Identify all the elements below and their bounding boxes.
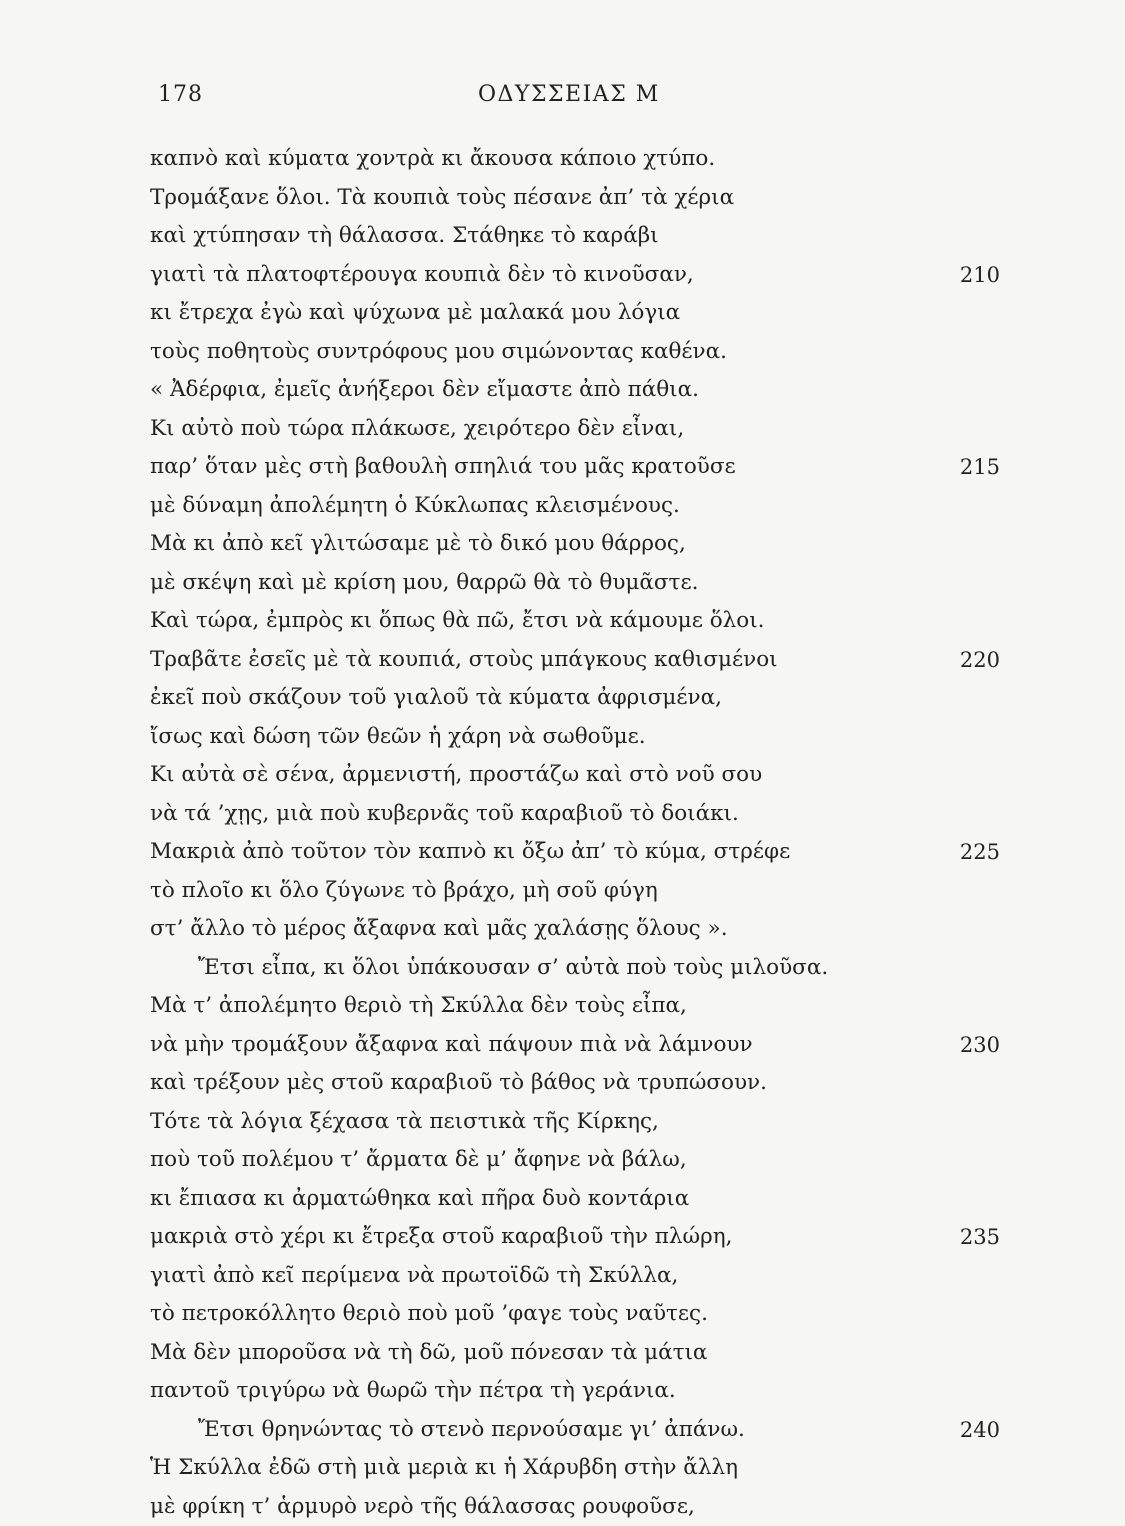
verse-line xyxy=(150,987,1000,1026)
verse-text: ποὺ τοῦ πολέμου τ’ ἄρματα δὲ μ’ ἄφηνε νὰ βάλω, xyxy=(150,1141,687,1180)
verse-line xyxy=(150,525,1000,564)
verse-line xyxy=(150,679,1000,718)
verse-line xyxy=(150,1334,1000,1373)
verse-text: ἐκεῖ ποὺ σκάζουν τοῦ γιαλοῦ τὰ κύματα ἀφρισμένα, xyxy=(150,679,722,718)
verse-line xyxy=(150,1411,1000,1450)
verse-line xyxy=(150,1218,1000,1257)
verse-line xyxy=(150,179,1000,218)
verse-text: μὲ σκέψη καὶ μὲ κρίση μου, θαρρῶ θὰ τὸ θυμᾶστε. xyxy=(150,564,698,603)
verse-text: τὸ πετροκόλλητο θεριὸ ποὺ μοῦ ’φαγε τοὺς ναῦτες. xyxy=(150,1295,708,1334)
verse-text: καὶ χτύπησαν τὴ θάλασσα. Στάθηκε τὸ καράβι xyxy=(150,217,659,256)
verse-line xyxy=(150,1372,1000,1411)
verse-text: τὸ πλοῖο κι ὅλο ζύγωνε τὸ βράχο, μὴ σοῦ φύγη xyxy=(150,872,658,911)
verse-text: Τραβᾶτε ἐσεῖς μὲ τὰ κουπιά, στοὺς μπάγκους καθισμένοι xyxy=(150,641,778,680)
verse-line xyxy=(150,718,1000,757)
verse-text: Κι αὐτὰ σὲ σένα, ἀρμενιστή, προστάζω καὶ στὸ νοῦ σου xyxy=(150,756,762,795)
line-number: 225 xyxy=(930,833,1000,872)
verse-line xyxy=(150,294,1000,333)
verse-text: Μὰ κι ἀπὸ κεῖ γλιτώσαμε μὲ τὸ δικό μου θάρρος, xyxy=(150,525,686,564)
verse-line xyxy=(150,410,1000,449)
verse-text: « Ἀδέρφια, ἐμεῖς ἀνήξεροι δὲν εἴμαστε ἀπὸ πάθια. xyxy=(150,371,699,410)
poem-body xyxy=(150,140,1000,1526)
verse-line xyxy=(150,1026,1000,1065)
verse-text: μακριὰ στὸ χέρι κι ἔτρεξα στοῦ καραβιοῦ τὴν πλώρη, xyxy=(150,1218,732,1257)
verse-text: Ἔτσι εἶπα, κι ὅλοι ὑπάκουσαν σ’ αὐτὰ ποὺ τοὺς μιλοῦσα. xyxy=(198,949,828,988)
verse-line xyxy=(150,371,1000,410)
verse-line xyxy=(150,448,1000,487)
verse-line xyxy=(150,1064,1000,1103)
verse-line xyxy=(150,602,1000,641)
line-number: 210 xyxy=(930,256,1000,295)
verse-text: Καὶ τώρα, ἐμπρὸς κι ὅπως θὰ πῶ, ἔτσι νὰ κάμουμε ὅλοι. xyxy=(150,602,764,641)
verse-text: κι ἔπιασα κι ἀρματώθηκα καὶ πῆρα δυὸ κοντάρια xyxy=(150,1180,689,1219)
verse-text: Μὰ δὲν μποροῦσα νὰ τὴ δῶ, μοῦ πόνεσαν τὰ μάτια xyxy=(150,1334,707,1373)
page-header xyxy=(158,82,928,114)
verse-line xyxy=(150,487,1000,526)
verse-text: Ἡ Σκύλλα ἐδῶ στὴ μιὰ μεριὰ κι ἡ Χάρυβδη στὴν ἄλλη xyxy=(150,1449,738,1488)
verse-line xyxy=(150,910,1000,949)
verse-text: Ἔτσι θρηνώντας τὸ στενὸ περνούσαμε γι’ ἀπάνω. xyxy=(198,1411,745,1450)
verse-line xyxy=(150,333,1000,372)
verse-line xyxy=(150,564,1000,603)
verse-text: καπνὸ καὶ κύματα χοντρὰ κι ἄκουσα κάποιο χτύπο. xyxy=(150,140,715,179)
verse-text: νὰ μὴν τρομάξουν ἄξαφνα καὶ πάψουν πιὰ νὰ λάμνουν xyxy=(150,1026,753,1065)
verse-text: Μὰ τ’ ἀπολέμητο θεριὸ τὴ Σκύλλα δὲν τοὺς εἶπα, xyxy=(150,987,687,1026)
verse-line xyxy=(150,256,1000,295)
verse-text: νὰ τά ’χῃς, μιὰ ποὺ κυβερνᾶς τοῦ καραβιοῦ τὸ δοιάκι. xyxy=(150,795,739,834)
verse-text: παρ’ ὅταν μὲς στὴ βαθουλὴ σπηλιά του μᾶς κρατοῦσε xyxy=(150,448,736,487)
verse-line xyxy=(150,1449,1000,1488)
verse-line xyxy=(150,217,1000,256)
verse-line xyxy=(150,641,1000,680)
verse-line xyxy=(150,833,1000,872)
verse-line xyxy=(150,872,1000,911)
line-number: 235 xyxy=(930,1218,1000,1257)
verse-text: παντοῦ τριγύρω νὰ θωρῶ τὴν πέτρα τὴ γεράνια. xyxy=(150,1372,676,1411)
verse-text: Τρομάξανε ὅλοι. Τὰ κουπιὰ τοὺς πέσανε ἀπ’ τὰ χέρια xyxy=(150,179,734,218)
verse-text: μὲ φρίκη τ’ ἁρμυρὸ νερὸ τῆς θάλασσας ρουφοῦσε, xyxy=(150,1488,695,1526)
verse-line xyxy=(150,1141,1000,1180)
verse-text: γιατὶ τὰ πλατοφτέρουγα κουπιὰ δὲν τὸ κινοῦσαν, xyxy=(150,256,694,295)
verse-line xyxy=(150,140,1000,179)
verse-line xyxy=(150,1295,1000,1334)
verse-line xyxy=(150,756,1000,795)
verse-text: Μακριὰ ἀπὸ τοῦτον τὸν καπνὸ κι ὄξω ἀπ’ τὸ κύμα, στρέφε xyxy=(150,833,790,872)
verse-text: γιατὶ ἀπὸ κεῖ περίμενα νὰ πρωτοϊδῶ τὴ Σκύλλα, xyxy=(150,1257,678,1296)
verse-line xyxy=(150,949,1000,988)
running-title: ΟΔΥΣΣΕΙΑΣ Μ xyxy=(478,82,660,107)
page-number: 178 xyxy=(158,82,203,107)
verse-line xyxy=(150,1488,1000,1526)
verse-text: στ’ ἄλλο τὸ μέρος ἄξαφνα καὶ μᾶς χαλάσῃς ὅλους ». xyxy=(150,910,728,949)
verse-line xyxy=(150,1257,1000,1296)
line-number: 215 xyxy=(930,448,1000,487)
verse-text: κι ἔτρεχα ἐγὼ καὶ ψύχωνα μὲ μαλακά μου λόγια xyxy=(150,294,680,333)
verse-line xyxy=(150,1180,1000,1219)
verse-text: Κι αὐτὸ ποὺ τώρα πλάκωσε, χειρότερο δὲν εἶναι, xyxy=(150,410,684,449)
line-number: 240 xyxy=(930,1411,1000,1450)
verse-line xyxy=(150,1103,1000,1142)
verse-line xyxy=(150,795,1000,834)
verse-text: μὲ δύναμη ἀπολέμητη ὁ Κύκλωπας κλεισμένους. xyxy=(150,487,680,526)
verse-text: καὶ τρέξουν μὲς στοῦ καραβιοῦ τὸ βάθος νὰ τρυπώσουν. xyxy=(150,1064,767,1103)
verse-text: τοὺς ποθητοὺς συντρόφους μου σιμώνοντας καθένα. xyxy=(150,333,727,372)
verse-text: Τότε τὰ λόγια ξέχασα τὰ πειστικὰ τῆς Κίρκης, xyxy=(150,1103,659,1142)
line-number: 220 xyxy=(930,641,1000,680)
line-number: 230 xyxy=(930,1026,1000,1065)
verse-text: ἴσως καὶ δώση τῶν θεῶν ἡ χάρη νὰ σωθοῦμε. xyxy=(150,718,646,757)
